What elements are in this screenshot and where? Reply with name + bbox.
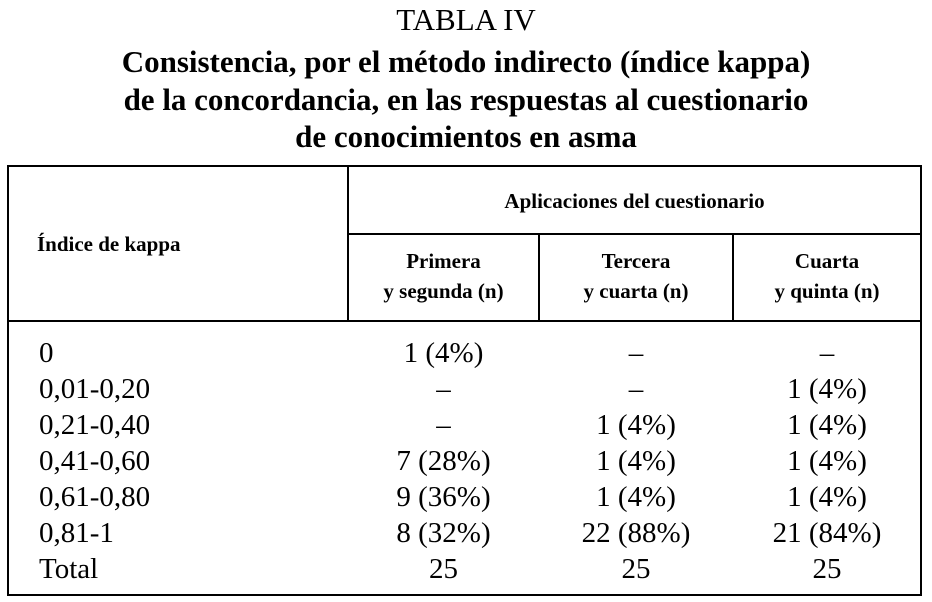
table-title-line-1: Consistencia, por el método indirecto (índice kappa) (121, 44, 811, 79)
table-cell: 1 (4%) (787, 481, 867, 513)
table-cell: 25 (429, 553, 458, 585)
table-cell: – (628, 373, 644, 405)
column-header-2-line-2: y cuarta (n) (583, 279, 689, 303)
table-cell: 1 (4%) (596, 481, 676, 513)
table-cell: 9 (36%) (396, 481, 491, 513)
group-header-underline (347, 233, 920, 235)
row-label: Total (39, 553, 99, 585)
group-header: Aplicaciones del cuestionario (504, 189, 765, 213)
row-label: 0,61-0,80 (39, 481, 151, 513)
row-label: 0,21-0,40 (39, 409, 151, 441)
table-cell: – (628, 337, 644, 369)
table-cell: – (436, 373, 451, 405)
table-cell: 22 (88%) (581, 517, 691, 549)
table-cell: 1 (4%) (787, 373, 867, 405)
column-header-1-line-1: Primera (406, 249, 481, 273)
table-cell: 25 (812, 553, 842, 585)
column-header-3-line-2: y quinta (n) (774, 279, 880, 303)
table-label: TABLA IV (396, 2, 536, 37)
column-header-1 (349, 246, 538, 306)
row-header: Índice de kappa (37, 232, 181, 256)
table-cell: 1 (4%) (596, 409, 676, 441)
table-title-line-3: de conocimientos en asma (295, 119, 637, 154)
table-title-line-2: de la concordancia, en las respuestas al cuestionario (123, 82, 809, 117)
table-cell: – (819, 337, 835, 369)
table-cell: – (436, 409, 451, 441)
column-header-2 (540, 246, 732, 306)
table-cell: 7 (28%) (396, 445, 491, 477)
table-cell: 25 (621, 553, 651, 585)
table-cell: 1 (4%) (787, 409, 867, 441)
column-header-3-line-1: Cuarta (794, 249, 860, 273)
data-table (7, 165, 922, 596)
row-label: 0,41-0,60 (39, 445, 151, 477)
row-label: 0,01-0,20 (39, 373, 151, 405)
table-cell: 8 (32%) (396, 517, 491, 549)
column-header-2-line-1: Tercera (601, 249, 671, 273)
table-cell: 1 (4%) (787, 445, 867, 477)
table-cell: 1 (4%) (403, 337, 484, 369)
table-cell: 1 (4%) (596, 445, 676, 477)
row-label: 0 (39, 337, 54, 369)
header-bottom-rule (9, 320, 920, 322)
row-label: 0,81-1 (39, 517, 114, 549)
column-header-1-line-2: y segunda (n) (383, 279, 504, 303)
column-header-3 (734, 246, 920, 306)
table-cell: 21 (84%) (772, 517, 882, 549)
